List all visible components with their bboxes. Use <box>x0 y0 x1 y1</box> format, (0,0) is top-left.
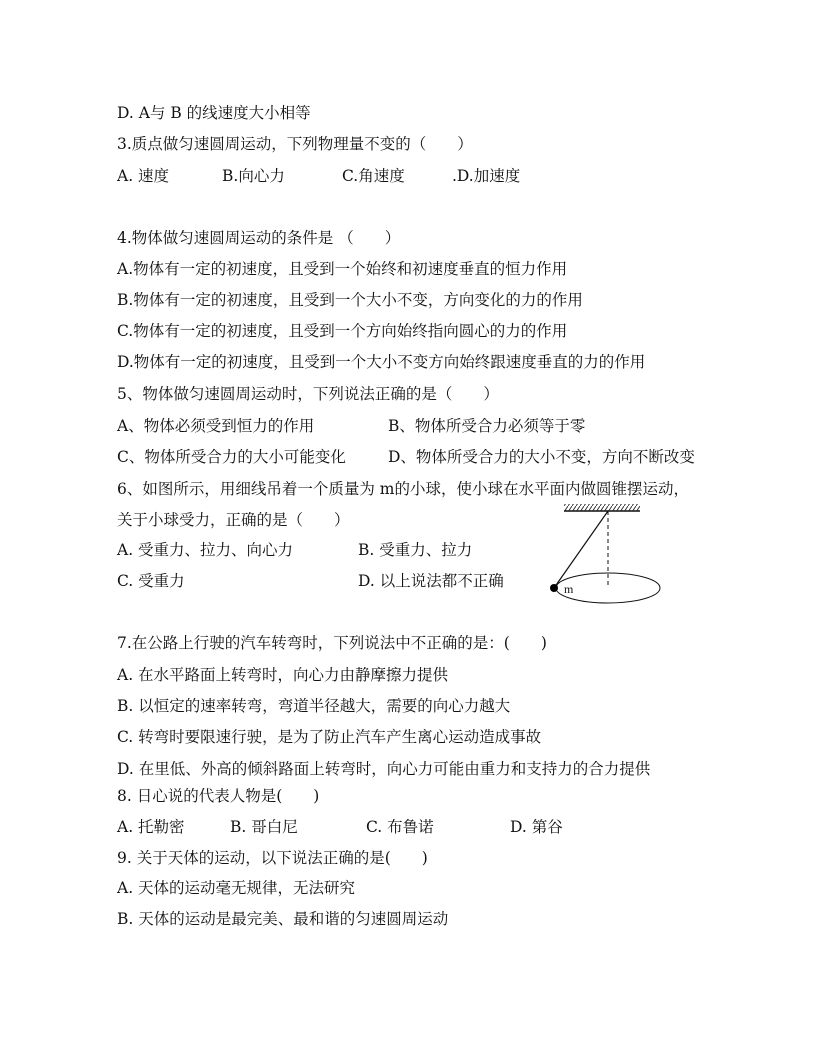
option-a: A. 在水平路面上转弯时，向心力由静摩擦力提供 <box>117 666 449 684</box>
option-b: B.物体有一定的初速度，且受到一个大小不变，方向变化的力的作用 <box>117 291 583 309</box>
option-a: A. 托勒密 <box>117 818 185 836</box>
ceiling-hatch <box>564 504 640 511</box>
option-c: C.角速度 <box>342 167 405 185</box>
question-6-stem: 关于小球受力，正确的是（ ） <box>117 511 350 529</box>
question-5: 5、物体做匀速圆周运动时，下列说法正确的是（ ） <box>117 385 499 403</box>
option-a: A. 天体的运动毫无规律，无法研究 <box>117 879 356 897</box>
conical-pendulum-figure <box>540 500 690 612</box>
string-line <box>554 511 608 588</box>
option-d: D. 以上说法都不正确 <box>358 572 504 590</box>
option-d: .D.加速度 <box>452 167 521 185</box>
option-d: D、物体所受合力的大小不变，方向不断改变 <box>388 448 695 466</box>
question-9: 9. 关于天体的运动，以下说法正确的是( ) <box>117 849 428 867</box>
option-c: C. 布鲁诺 <box>366 818 434 836</box>
question-6: 6、如图所示，用细线吊着一个质量为 m的小球，使小球在水平面内做圆锥摆运动， <box>117 480 689 498</box>
option-line: D. A与 B 的线速度大小相等 <box>117 104 311 122</box>
option-b: B.向心力 <box>222 167 285 185</box>
question-8: 8. 日心说的代表人物是( ) <box>117 787 320 805</box>
option-b: B. 哥白尼 <box>230 818 298 836</box>
option-b: B、物体所受合力必须等于零 <box>388 417 586 435</box>
option-d: D. 第谷 <box>510 818 563 836</box>
option-a: A.物体有一定的初速度，且受到一个始终和初速度垂直的恒力作用 <box>117 260 568 278</box>
option-d: D.物体有一定的初速度，且受到一个大小不变方向始终跟速度垂直的力的作用 <box>117 353 646 371</box>
option-c: C、物体所受合力的大小可能变化 <box>117 448 346 466</box>
option-b: B. 受重力、拉力 <box>358 541 473 559</box>
option-b: B. 以恒定的速率转弯，弯道半径越大，需要的向心力越大 <box>117 697 511 715</box>
option-c: C. 转弯时要限速行驶，是为了防止汽车产生离心运动造成事故 <box>117 728 542 746</box>
option-b: B. 天体的运动是最完美、最和谐的匀速圆周运动 <box>117 910 449 928</box>
option-a: A、物体必须受到恒力的作用 <box>117 417 315 435</box>
question-7: 7.在公路上行驶的汽车转弯时，下列说法中不正确的是：( ) <box>117 634 547 652</box>
ball <box>550 584 558 592</box>
option-a: A. 速度 <box>117 167 170 185</box>
option-d: D. 在里低、外高的倾斜路面上转弯时，向心力可能由重力和支持力的合力提供 <box>117 760 651 778</box>
ball-label: m <box>564 582 574 596</box>
option-a: A. 受重力、拉力、向心力 <box>117 541 294 559</box>
question-4: 4.物体做匀速圆周运动的条件是 （ ） <box>117 229 401 247</box>
question-3: 3.质点做匀速圆周运动，下列物理量不变的（ ） <box>117 135 473 153</box>
option-c: C.物体有一定的初速度，且受到一个方向始终指向圆心的力的作用 <box>117 322 568 340</box>
option-c: C. 受重力 <box>117 572 185 590</box>
